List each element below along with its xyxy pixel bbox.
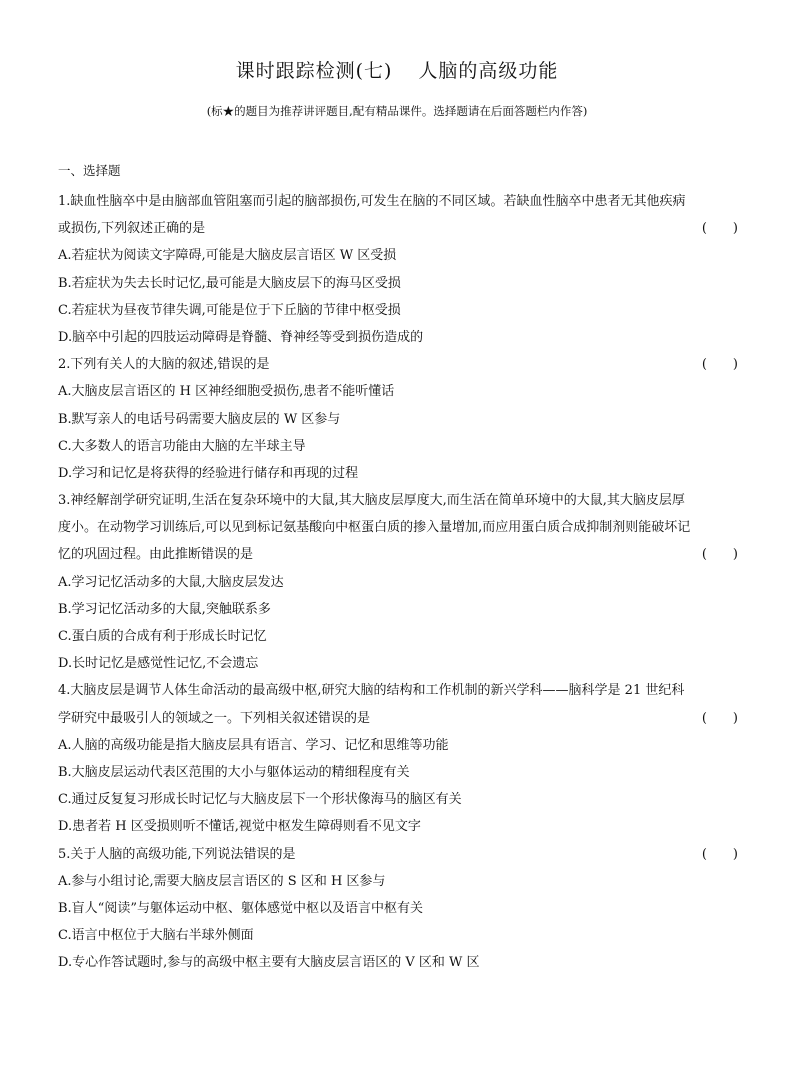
- section-heading: 一、选择题: [58, 163, 121, 178]
- question-1: [58, 188, 738, 351]
- answer-bracket: ( ): [701, 221, 738, 237]
- question-stem-line: [58, 188, 738, 215]
- option-B: B.盲人“阅读”与躯体运动中枢、躯体感觉中枢以及语言中枢有关: [58, 900, 423, 916]
- option-B: B.学习记忆活动多的大鼠,突触联系多: [58, 601, 271, 617]
- option-A: A.人脑的高级功能是指大脑皮层具有语言、学习、记忆和思维等功能: [58, 737, 449, 753]
- option-A: A.大脑皮层言语区的 H 区神经细胞受损伤,患者不能听懂话: [58, 384, 395, 400]
- question-stem-text: 或损伤,下列叙述正确的是: [58, 221, 206, 237]
- question-stem-text: 4.大脑皮层是调节人体生命活动的最高级中枢,研究大脑的结构和工作机制的新兴学科——脑科学是 21 世纪科: [58, 683, 685, 699]
- title-sub: 人脑的高级功能: [418, 60, 559, 82]
- question-stem-text: 1.缺血性脑卒中是由脑部血管阻塞而引起的脑部损伤,可发生在脑的不同区域。若缺血性脑卒中患者无其他疾病: [58, 194, 686, 209]
- option-B: B.大脑皮层运动代表区范围的大小与躯体运动的精细程度有关: [58, 764, 410, 780]
- question-stem-line: [58, 541, 738, 568]
- question-stem-text: 度小。在动物学习训练后,可以见到标记氨基酸向中枢蛋白质的掺入量增加,而应用蛋白质合成抑制剂则能破坏记: [58, 520, 691, 536]
- question-stem-line: [58, 841, 738, 868]
- answer-bracket: ( ): [701, 710, 738, 726]
- question-3: [58, 487, 738, 677]
- question-stem-line: [58, 351, 738, 378]
- option-C: C.语言中枢位于大脑右半球外侧面: [58, 928, 254, 944]
- option-B: B.若症状为失去长时记忆,最可能是大脑皮层下的海马区受损: [58, 275, 401, 291]
- option-C: C.通过反复复习形成长时记忆与大脑皮层下一个形状像海马的脑区有关: [58, 792, 462, 808]
- question-stem-line: [58, 215, 738, 242]
- question-stem-line: [58, 514, 738, 541]
- question-stem-line: [58, 677, 738, 704]
- question-stem-text: 3.神经解剖学研究证明,生活在复杂环境中的大鼠,其大脑皮层厚度大,而生活在简单环境中的大鼠,其大脑皮层厚: [58, 493, 685, 509]
- option-A: A.学习记忆活动多的大鼠,大脑皮层发达: [58, 574, 284, 590]
- page-title: [0, 56, 794, 83]
- option-A: A.参与小组讨论,需要大脑皮层言语区的 S 区和 H 区参与: [58, 873, 386, 889]
- question-stem-text: 学研究中最吸引人的领域之一。下列相关叙述错误的是: [58, 710, 371, 726]
- question-stem-text: 5.关于人脑的高级功能,下列说法错误的是: [58, 846, 296, 862]
- option-D: D.脑卒中引起的四肢运动障碍是脊髓、脊神经等受到损伤造成的: [58, 329, 424, 345]
- instruction-note: (标★的题目为推荐讲评题目,配有精品课件。选择题请在后面答题栏内作答): [206, 104, 588, 118]
- option-D: D.学习和记忆是将获得的经验进行储存和再现的过程: [58, 465, 359, 481]
- option-C: C.蛋白质的合成有利于形成长时记忆: [58, 629, 267, 644]
- answer-bracket: ( ): [701, 846, 738, 862]
- question-stem-line: [58, 705, 738, 732]
- option-B: B.默写亲人的电话号码需要大脑皮层的 W 区参与: [58, 411, 341, 427]
- option-D: D.专心作答试题时,参与的高级中枢主要有大脑皮层言语区的 V 区和 W 区: [58, 955, 480, 971]
- option-D: D.患者若 H 区受损则听不懂话,视觉中枢发生障碍则看不见文字: [58, 819, 421, 835]
- title-main: 课时跟踪检测(七): [235, 60, 393, 82]
- answer-bracket: ( ): [701, 547, 738, 563]
- question-stem-text: 忆的巩固过程。由此推断错误的是: [58, 547, 254, 563]
- option-C: C.大多数人的语言功能由大脑的左半球主导: [58, 438, 306, 454]
- question-2: [58, 351, 738, 487]
- option-C: C.若症状为昼夜节律失调,可能是位于下丘脑的节律中枢受损: [58, 302, 401, 318]
- option-A: A.若症状为阅读文字障碍,可能是大脑皮层言语区 W 区受损: [58, 248, 397, 264]
- question-stem-line: [58, 487, 738, 514]
- question-4: [58, 677, 738, 840]
- question-list: [58, 188, 738, 976]
- question-5: [58, 841, 738, 977]
- answer-bracket: ( ): [701, 357, 738, 373]
- option-D: D.长时记忆是感觉性记忆,不会遗忘: [58, 656, 259, 672]
- question-stem-text: 2.下列有关人的大脑的叙述,错误的是: [58, 357, 270, 373]
